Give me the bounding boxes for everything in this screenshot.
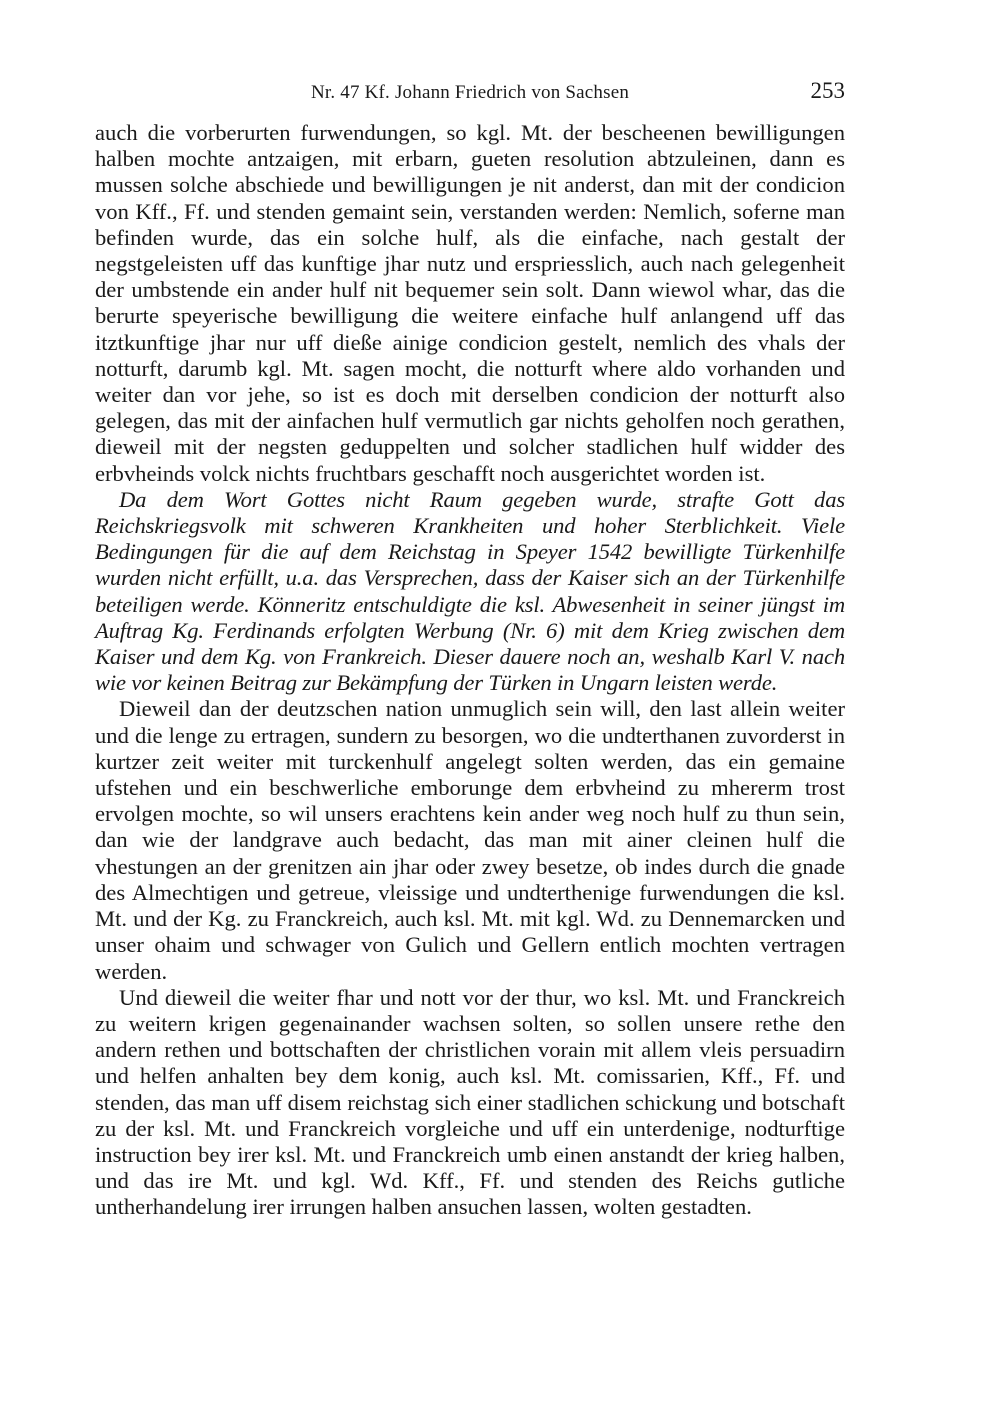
- body-paragraph: auch die vorberurten furwendungen, so kgl. Mt. der bescheenen bewilligungen halben mochte antzaigen, mit erbarn, gueten resolution abtzuleinen, dann es mussen solche abschiede und bewilligungen je nit anderst, dan mit der condicion von Kff., Ff. und stenden gemaint sein, verstanden werden: Nemlich, soferne man befinden wurde, das ein solche hulf, als die einfache, nach gestalt der negstgeleisten uff das kunftige jhar nutz und erspriesslich, auch nach gelegenheit der umbstende ein ander hulf nit bequemer sein solt. Dann wiewol whar, das die berurte speyerische bewilligung die weitere einfache hulf anlangend uff das itztkunftige jhar nur uff dieße ainige condicion gestelt, nemlich des vhals der notturft, darumb kgl. Mt. sagen mocht, die notturft where aldo vorhanden und weiter dan vor jehe, so ist es doch mit derselben condicion der notturft also gelegen, das mit der ainfachen hulf vermutlich gar nichts geholfen noch gerathen, dieweil mit der negsten geduppelten und solcher stadlichen hulf widder des erbvheinds volck nichts fruchtbars geschafft noch ausgerichtet worden ist.: [95, 120, 845, 486]
- running-header: [95, 76, 845, 110]
- page-number: 253: [810, 78, 845, 103]
- editorial-summary-paragraph: Da dem Wort Gottes nicht Raum gegeben wurde, strafte Gott das Reichskriegsvolk mit schweren Krankheiten und hoher Sterblichkeit. Viele Bedingungen für die auf dem Reichstag in Speyer 1542 bewilligte Türkenhilfe wurden nicht erfüllt, u.a. das Versprechen, dass der Kaiser sich an der Türkenhilfe beteiligen werde. Könneritz entschuldigte die ksl. Abwesenheit in seiner jüngst im Auftrag Kg. Ferdinands erfolgten Werbung (Nr. 6) mit dem Krieg zwischen dem Kaiser und dem Kg. von Frankreich. Dieser dauere noch an, weshalb Karl V. nach wie vor keinen Beitrag zur Bekämpfung der Türken in Ungarn leisten werde.: [95, 486, 845, 696]
- body-text: [95, 120, 845, 1221]
- document-page: [95, 76, 845, 1221]
- body-paragraph: Dieweil dan der deutzschen nation unmuglich sein will, den last allein weiter und die lenge zu ertragen, sundern zu besorgen, wo die undterthanen zuvorderst in kurtzer zeit weiter mit turckenhulf angelegt solten werden, das ein gemaine ufstehen und ein beschwerliche emborunge dem erbvheind zu mhererm trost ervolgen mochte, so wil unsers erachtens kein ander weg noch hulf zu thun sein, dan wie der landgrave auch bedacht, das man mit ainer cleinen hulf die vhestungen an der grenitzen ain jhar oder zwey besetze, ob indes durch die gnade des Almechtigen und getreue, vleissige und undterthenige furwendungen die ksl. Mt. und der Kg. zu Franckreich, auch ksl. Mt. mit kgl. Wd. zu Dennemarcken und unser ohaim und schwager von Gulich und Gellern entlich mochten vertragen werden.: [95, 696, 845, 984]
- running-title: Nr. 47 Kf. Johann Friedrich von Sachsen: [310, 82, 630, 103]
- body-paragraph: Und dieweil die weiter fhar und nott vor der thur, wo ksl. Mt. und Franckreich zu weitern krigen gegenainander wachsen solten, so sollen unsere rethe den andern rethen und bottschaften der christlichen vorain mit allem vleis persuadirn und helfen anhalten bey dem konig, auch ksl. Mt. comissarien, Kff., Ff. und stenden, das man uff disem reichstag sich einer stadlichen schickung und botschaft zu der ksl. Mt. und Franckreich vorgleiche und uff ein unterdenige, nodturftige instruction bey irer ksl. Mt. und Franckreich umb einen anstandt der krieg halben, und das ire Mt. und kgl. Wd. Kff., Ff. und stenden des Reichs gutliche untherhandelung irer irrungen halben ansuchen lassen, wolten gestadten.: [95, 984, 845, 1220]
